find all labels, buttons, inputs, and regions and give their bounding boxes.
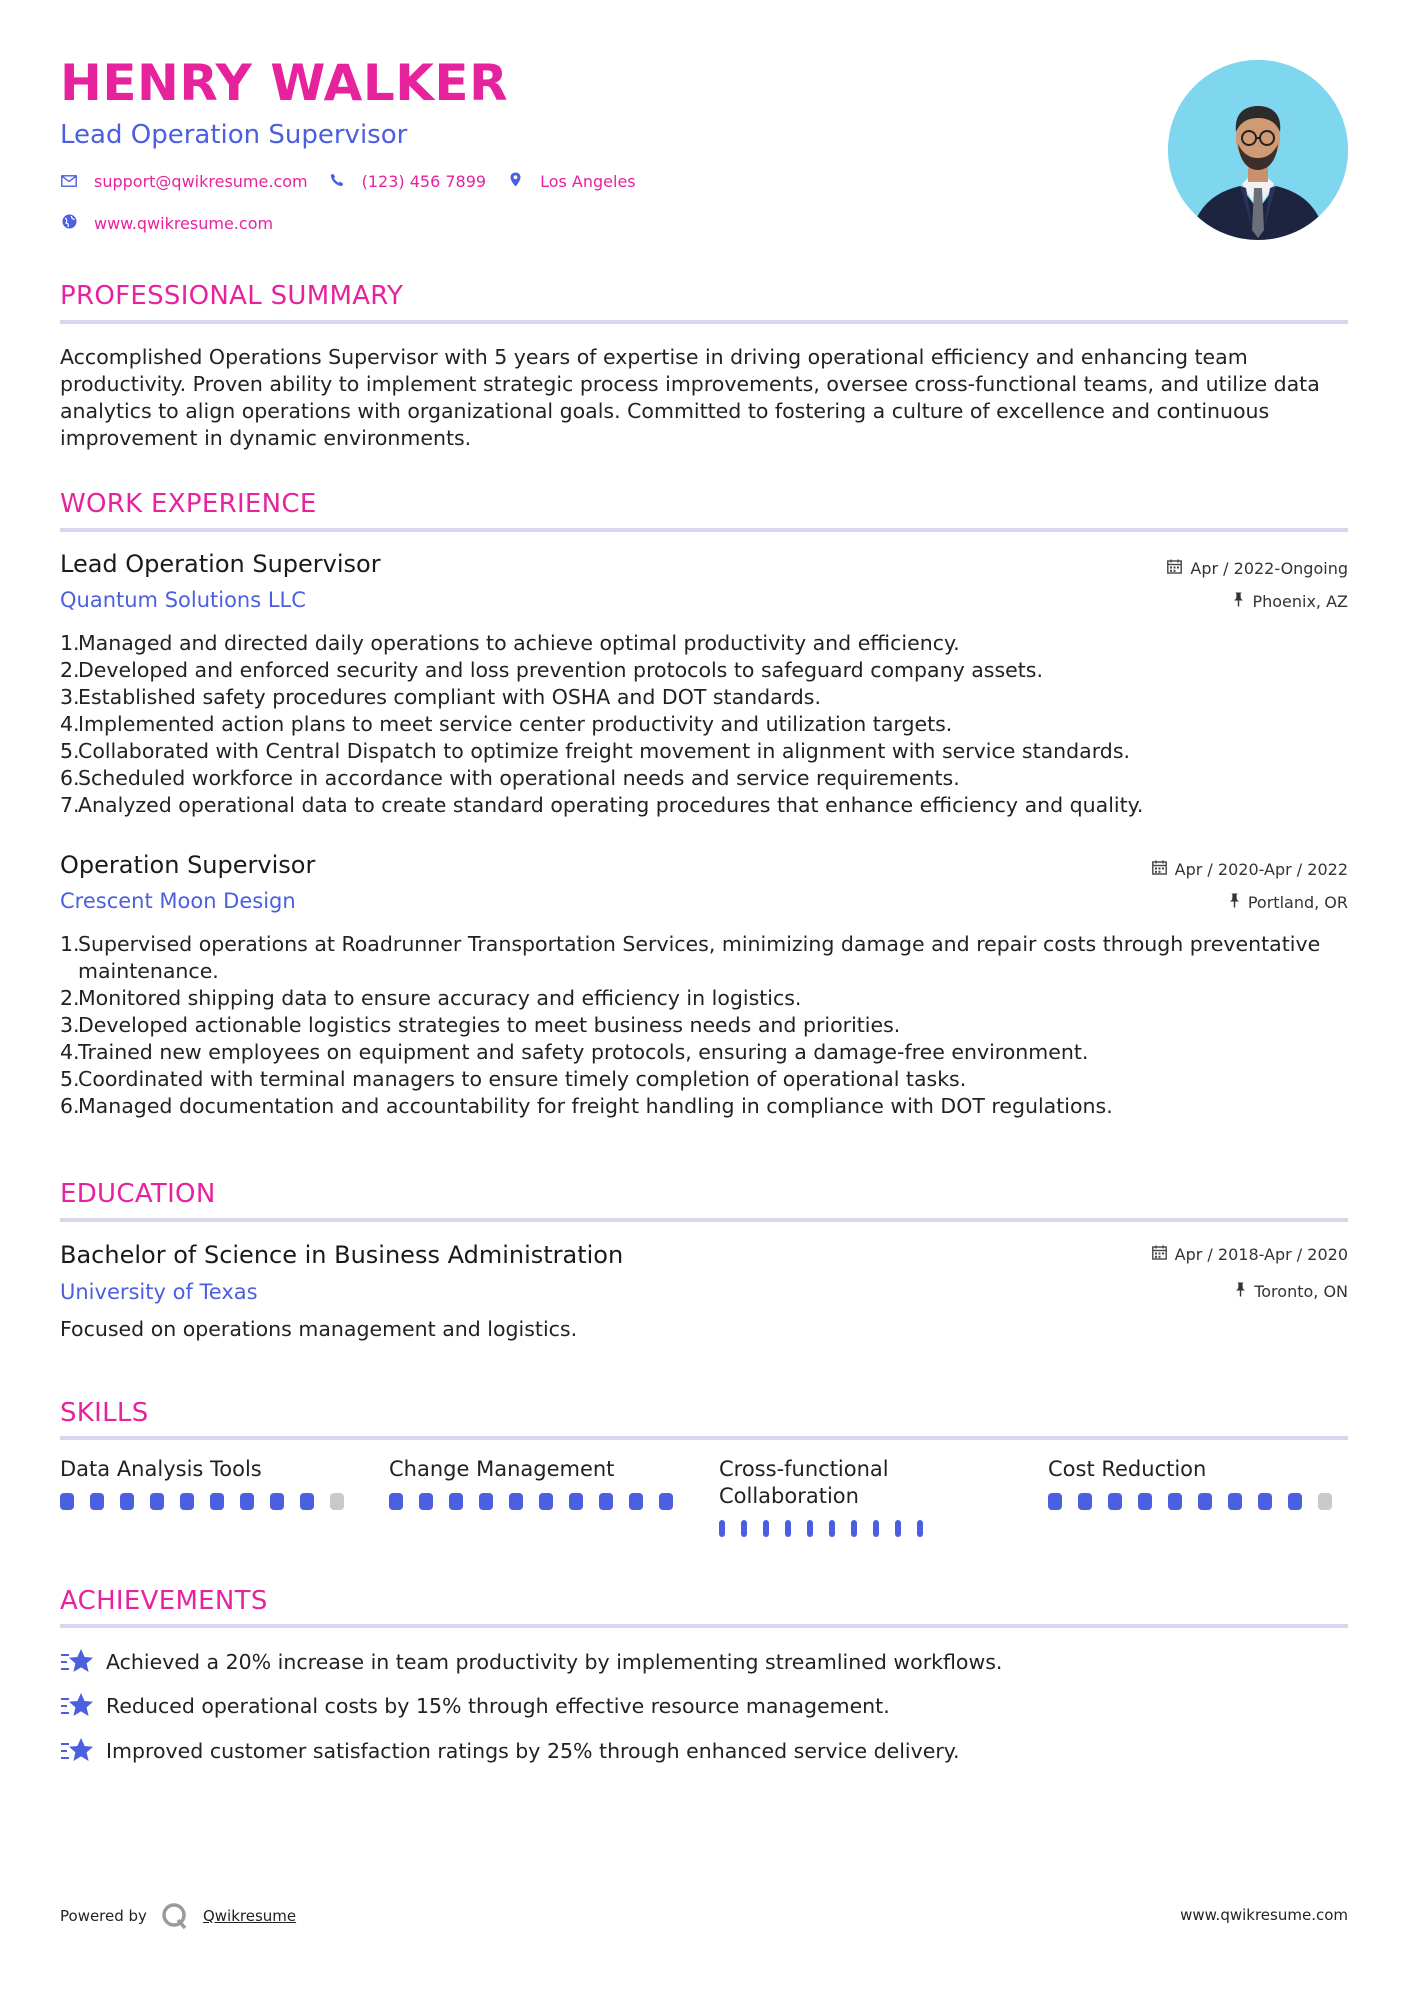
job-dates (1152, 860, 1348, 879)
bullet-text: Implemented action plans to meet service center productivity and utilization targets. (78, 712, 953, 736)
skill-item (1048, 1456, 1348, 1510)
achievements-divider (60, 1624, 1348, 1628)
rating-dot-filled (300, 1493, 314, 1510)
bullet-text: Coordinated with terminal managers to ensure timely completion of operational tasks. (78, 1067, 967, 1091)
education-divider (60, 1218, 1348, 1222)
summary-heading: PROFESSIONAL SUMMARY (60, 281, 404, 311)
rating-dot-filled (180, 1493, 194, 1510)
company-name: Crescent Moon Design (60, 889, 296, 913)
footer-website[interactable]: www.qwikresume.com (1180, 1906, 1348, 1924)
degree-title: Bachelor of Science in Business Administration (60, 1241, 624, 1269)
skill-rating (389, 1493, 689, 1510)
education-heading: EDUCATION (60, 1179, 216, 1209)
rating-dot-filled (719, 1520, 725, 1537)
footer-powered-by (60, 1902, 296, 1930)
bullet-text: Collaborated with Central Dispatch to optimize freight movement in alignment with service standards. (78, 739, 1131, 763)
experience-heading: WORK EXPERIENCE (60, 489, 317, 519)
phone-icon (328, 173, 346, 191)
list-item: 6. Managed documentation and accountability for freight handling in compliance with DOT regulations. (60, 1094, 1113, 1118)
rating-dot-filled (479, 1493, 493, 1510)
skill-rating (1048, 1493, 1348, 1510)
list-item: 7. Analyzed operational data to create standard operating procedures that enhance efficiency and quality. (60, 793, 1144, 817)
location-text: Los Angeles (540, 172, 636, 191)
rating-dot-filled (240, 1493, 254, 1510)
achievement-text: Achieved a 20% increase in team productivity by implementing streamlined workflows. (106, 1650, 1003, 1674)
rating-dot-filled (785, 1520, 791, 1537)
rating-dot-filled (150, 1493, 164, 1510)
company-name: Quantum Solutions LLC (60, 588, 306, 612)
list-item: 2. Developed and enforced security and loss prevention protocols to safeguard company assets. (60, 658, 1043, 682)
contact-phone[interactable] (328, 172, 486, 191)
candidate-role: Lead Operation Supervisor (60, 120, 408, 150)
list-item: 5. Collaborated with Central Dispatch to optimize freight movement in alignment with service standards. (60, 739, 1131, 763)
rating-dot-filled (599, 1493, 613, 1510)
contact-website[interactable] (60, 214, 273, 233)
job-dates-text: Apr / 2020-Apr / 2022 (1174, 860, 1348, 879)
experience-divider (60, 528, 1348, 532)
rating-dot-filled (120, 1493, 134, 1510)
rating-dot-filled (851, 1520, 857, 1537)
rating-dot-filled (807, 1520, 813, 1537)
pushpin-icon (1233, 592, 1244, 611)
rating-dot-filled (1078, 1493, 1092, 1510)
job-title: Operation Supervisor (60, 851, 316, 879)
rating-dot-filled (741, 1520, 747, 1537)
bullet-text: Scheduled workforce in accordance with operational needs and service requirements. (78, 766, 960, 790)
education-location-text: Toronto, ON (1254, 1282, 1348, 1301)
profile-photo (1168, 60, 1348, 240)
star-icon (60, 1736, 94, 1766)
contact-row (60, 172, 656, 191)
education-note: Focused on operations management and logistics. (60, 1317, 578, 1341)
skill-name: Cost Reduction (1048, 1457, 1207, 1481)
website-text: www.qwikresume.com (94, 214, 274, 233)
list-item: 3. Established safety procedures compliant with OSHA and DOT standards. (60, 685, 821, 709)
rating-dot-filled (539, 1493, 553, 1510)
map-pin-icon (506, 172, 524, 191)
bullet-text: Trained new employees on equipment and safety protocols, ensuring a damage-free environment. (78, 1040, 1089, 1064)
rating-dot-filled (270, 1493, 284, 1510)
phone-text: (123) 456 7899 (361, 172, 487, 191)
achievement-item (60, 1736, 960, 1766)
list-item: 3. Developed actionable logistics strategies to meet business needs and priorities. (60, 1013, 901, 1037)
skills-divider (60, 1436, 1348, 1440)
skill-name: Data Analysis Tools (60, 1457, 262, 1481)
summary-text: Accomplished Operations Supervisor with 5 years of expertise in driving operational efficiency and enhancing team productivity. Proven ability to implement strategic process improvements, oversee cross-functional teams, and utilize data analytics to align operations with organizational goals. Committed to fostering a culture of excellence and continuous improvement in dynamic environments. (60, 345, 1320, 450)
rating-dot-filled (1048, 1493, 1062, 1510)
achievement-item (60, 1691, 890, 1721)
contact-email[interactable] (60, 172, 308, 191)
rating-dot-filled (509, 1493, 523, 1510)
envelope-icon (60, 173, 78, 191)
rating-dot-filled (90, 1493, 104, 1510)
job-location (1229, 893, 1348, 912)
rating-dot-filled (659, 1493, 673, 1510)
skill-item (389, 1456, 689, 1510)
rating-dot-filled (829, 1520, 835, 1537)
bullet-text: Developed and enforced security and loss prevention protocols to safeguard company assets. (78, 658, 1043, 682)
brand-link[interactable]: Qwikresume (202, 1907, 297, 1925)
rating-dot-filled (917, 1520, 923, 1537)
skill-name: Change Management (389, 1457, 615, 1481)
contact-location (506, 172, 636, 191)
bullet-text: Established safety procedures compliant with OSHA and DOT standards. (78, 685, 821, 709)
rating-dot-filled (1228, 1493, 1242, 1510)
pushpin-icon (1235, 1282, 1246, 1301)
rating-dot-filled (873, 1520, 879, 1537)
rating-dot-filled (1258, 1493, 1272, 1510)
bullet-text: Supervised operations at Roadrunner Transportation Services, minimizing damage and repair costs through preventative maintenance. (78, 932, 1321, 983)
achievement-item (60, 1647, 1002, 1677)
job-location (1233, 592, 1348, 611)
bullet-text: Managed documentation and accountability for freight handling in compliance with DOT regulations. (78, 1094, 1113, 1118)
candidate-name: HENRY WALKER (60, 54, 509, 112)
job-bullets (60, 931, 1350, 1120)
powered-by-text: Powered by (60, 1907, 147, 1925)
education-location (1235, 1282, 1348, 1301)
rating-dot-filled (389, 1493, 403, 1510)
rating-dot-filled (1108, 1493, 1122, 1510)
achievement-text: Improved customer satisfaction ratings by 25% through enhanced service delivery. (106, 1739, 960, 1763)
job-dates (1167, 559, 1348, 578)
rating-dot-filled (629, 1493, 643, 1510)
star-icon (60, 1647, 94, 1677)
rating-dot-filled (1168, 1493, 1182, 1510)
list-item: 6. Scheduled workforce in accordance with operational needs and service requirements. (60, 766, 960, 790)
rating-dot-filled (419, 1493, 433, 1510)
achievement-text: Reduced operational costs by 15% through effective resource management. (106, 1694, 890, 1718)
skill-rating (60, 1493, 360, 1510)
list-item: 1. Supervised operations at Roadrunner Transportation Services, minimizing damage and repair costs through preventative maintenance. (60, 932, 1321, 983)
achievements-heading: ACHIEVEMENTS (60, 1586, 268, 1616)
rating-dot-filled (210, 1493, 224, 1510)
skill-item (60, 1456, 360, 1510)
job-title: Lead Operation Supervisor (60, 550, 381, 578)
rating-dot-filled (763, 1520, 769, 1537)
rating-dot-filled (1198, 1493, 1212, 1510)
skills-heading: SKILLS (60, 1398, 149, 1428)
rating-dot-filled (1288, 1493, 1302, 1510)
list-item: 4. Trained new employees on equipment and safety protocols, ensuring a damage-free environment. (60, 1040, 1089, 1064)
job-dates-text: Apr / 2022-Ongoing (1190, 559, 1348, 578)
skill-rating (719, 1520, 939, 1537)
calendar-icon (1152, 1245, 1167, 1264)
summary-divider (60, 320, 1348, 324)
list-item: 4. Implemented action plans to meet service center productivity and utilization targets. (60, 712, 953, 736)
rating-dot-filled (569, 1493, 583, 1510)
rating-dot-empty (330, 1493, 344, 1510)
list-item: 2. Monitored shipping data to ensure accuracy and efficiency in logistics. (60, 986, 802, 1010)
school-name: University of Texas (60, 1280, 258, 1304)
skill-item (719, 1456, 939, 1537)
rating-dot-filled (449, 1493, 463, 1510)
bullet-text: Managed and directed daily operations to achieve optimal productivity and efficiency. (78, 631, 960, 655)
calendar-icon (1152, 860, 1167, 879)
rating-dot-empty (1318, 1493, 1332, 1510)
skill-name: Cross-functional Collaboration (719, 1457, 889, 1508)
star-icon (60, 1691, 94, 1721)
bullet-text: Monitored shipping data to ensure accuracy and efficiency in logistics. (78, 986, 802, 1010)
bullet-text: Developed actionable logistics strategies to meet business needs and priorities. (78, 1013, 901, 1037)
email-text: support@qwikresume.com (94, 172, 308, 191)
rating-dot-filled (60, 1493, 74, 1510)
calendar-icon (1167, 559, 1182, 578)
rating-dot-filled (895, 1520, 901, 1537)
list-item: 5. Coordinated with terminal managers to ensure timely completion of operational tasks. (60, 1067, 967, 1091)
job-bullets (60, 630, 1350, 819)
pushpin-icon (1229, 893, 1240, 912)
education-dates-text: Apr / 2018-Apr / 2020 (1174, 1245, 1348, 1264)
job-location-text: Portland, OR (1247, 893, 1348, 912)
education-dates (1152, 1245, 1348, 1264)
list-item: 1. Managed and directed daily operations to achieve optimal productivity and efficiency. (60, 631, 960, 655)
rating-dot-filled (1138, 1493, 1152, 1510)
job-location-text: Phoenix, AZ (1252, 592, 1348, 611)
qwikresume-logo-icon (161, 1902, 189, 1930)
bullet-text: Analyzed operational data to create standard operating procedures that enhance efficiency and quality. (78, 793, 1144, 817)
globe-icon (60, 214, 78, 233)
